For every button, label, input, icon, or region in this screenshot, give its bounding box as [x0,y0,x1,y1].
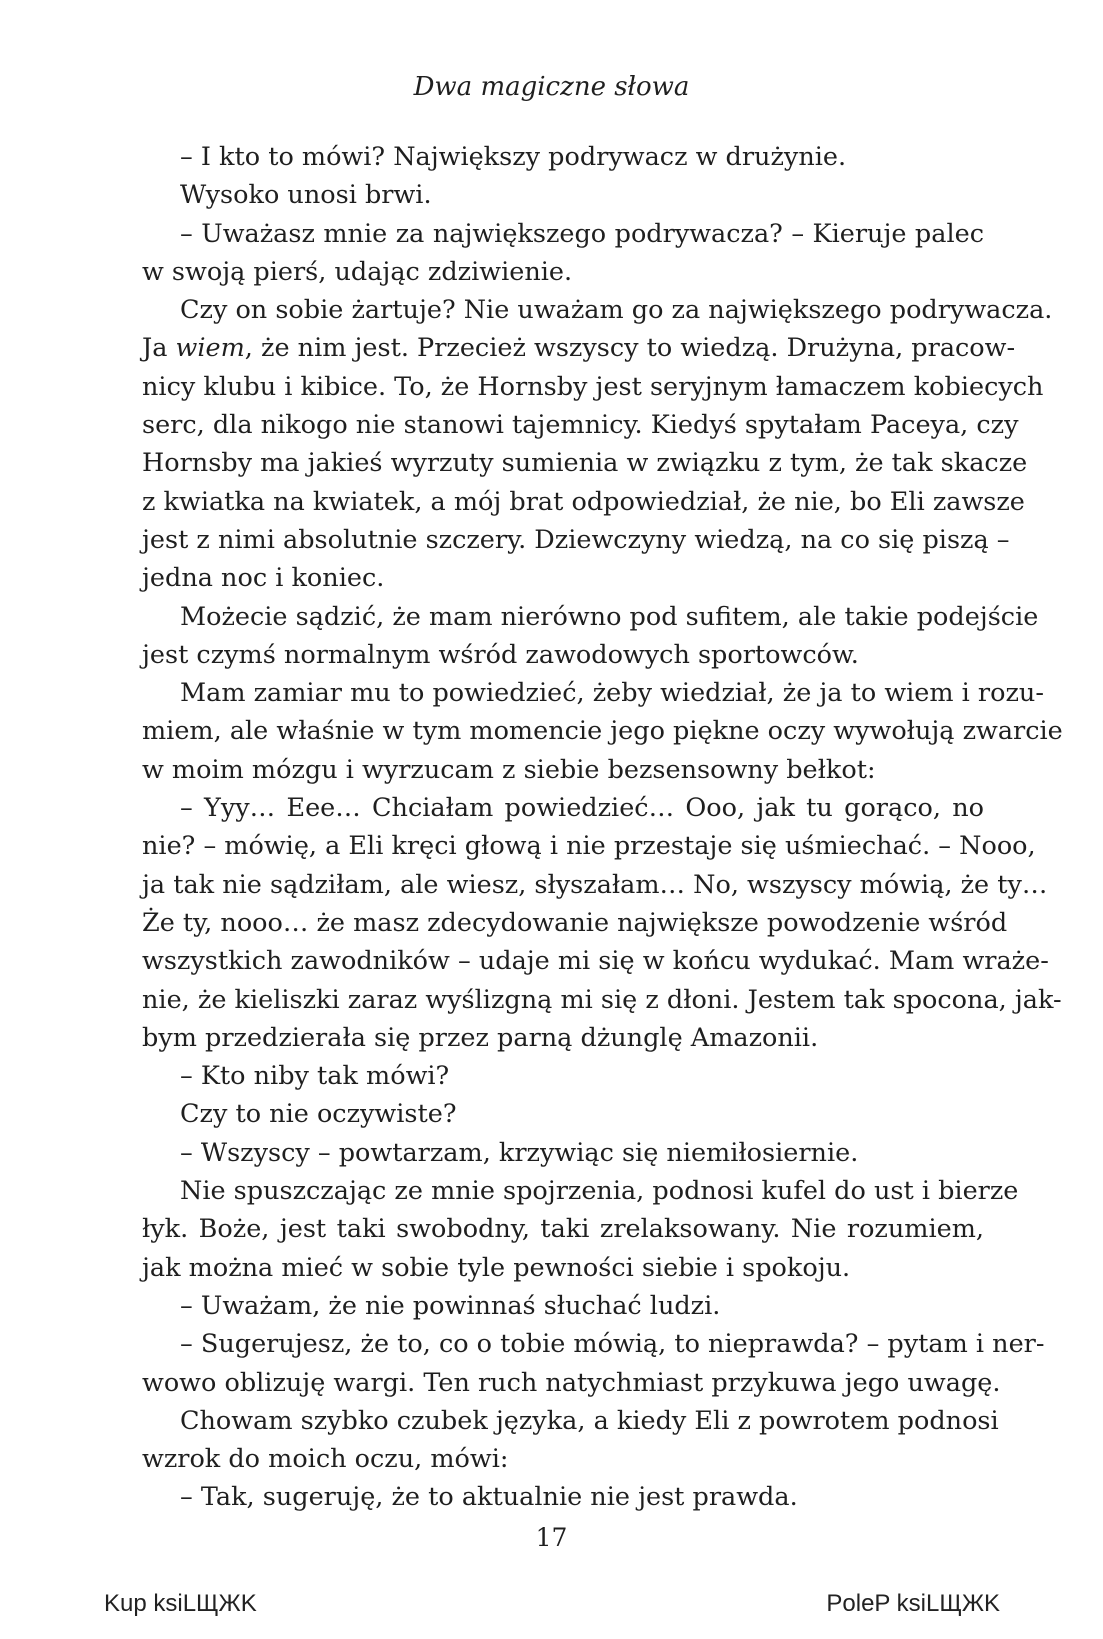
body-text [142,138,1063,1517]
text-line: Ja wiem, że nim jest. Przecież wszyscy to wiedzą. Drużyna, pracow- [142,333,1016,364]
text-line: Wysoko unosi brwi. [180,180,432,211]
text-line: Że ty, nooo… że masz zdecydowanie największe powodzenie wśród [142,907,1008,938]
text-line: jak można mieć w sobie tyle pewności siebie i spokoju. [142,1252,851,1283]
text-line: Mam zamiar mu to powiedzieć, żeby wiedział, że ja to wiem i rozu- [180,678,1044,709]
page-number: 17 [535,1523,568,1552]
text-line: wowo oblizuję wargi. Ten ruch natychmiast przykuwa jego uwagę. [142,1367,1001,1398]
text-line: łyk. Boże, jest taki swobodny, taki zrelaksowany. Nie rozumiem, [142,1214,984,1245]
text-line: Chowam szybko czubek języka, a kiedy Eli z powrotem podnosi [180,1405,999,1436]
recommend-book-link[interactable]: PoleP ksiLЩЖK [826,1590,1000,1617]
text-line: jest czymś normalnym wśród zawodowych sportowców. [142,639,859,670]
text-line: – Wszyscy – powtarzam, krzywiąc się niemiłosiernie. [180,1137,859,1168]
text-line: wszystkich zawodników – udaje mi się w końcu wydukać. Mam wraże- [142,946,1049,977]
text-line: nie? – mówię, a Eli kręci głową i nie przestaje się uśmiechać. – Nooo, [142,831,1036,862]
text-line: – Uważam, że nie powinnaś słuchać ludzi. [180,1290,721,1321]
text-line: wzrok do moich oczu, mówi: [142,1444,509,1475]
text-line: jedna noc i koniec. [142,563,385,594]
text-line: Nie spuszczając ze mnie spojrzenia, podnosi kufel do ust i bierze [180,1176,1019,1207]
text-line: Czy to nie oczywiste? [180,1099,457,1130]
buy-book-link[interactable]: Kup ksiLЩЖK [104,1590,257,1617]
text-line: ja tak nie sądziłam, ale wiesz, słyszałam… No, wszyscy mówią, że ty… [142,869,1048,900]
text-line: jest z nimi absolutnie szczery. Dziewczyny wiedzą, na co się piszą – [142,524,1010,555]
text-line: z kwiatka na kwiatek, a mój brat odpowiedział, że nie, bo Eli zawsze [142,486,1025,517]
text-line: nicy klubu i kibice. To, że Hornsby jest seryjnym łamaczem kobiecych [142,371,1044,402]
text-line: – I kto to mówi? Największy podrywacz w drużynie. [180,142,847,172]
text-line: nie, że kieliszki zaraz wyślizgną mi się z dłoni. Jestem tak spocona, jak- [142,984,1062,1015]
running-title: Dwa magiczne słowa [413,72,690,102]
text-line: bym przedzierała się przez parną dżunglę Amazonii. [142,1022,819,1053]
text-line: serc, dla nikogo nie stanowi tajemnicy. Kiedyś spytałam Paceya, czy [142,410,1019,441]
text-line: miem, ale właśnie w tym momencie jego piękne oczy wywołują zwarcie [142,716,1063,747]
text-line: – Yyy… Eee… Chciałam powiedzieć… Ooo, jak tu gorąco, no [180,793,984,824]
text-line: Hornsby ma jakieś wyrzuty sumienia w związku z tym, że tak skacze [142,448,1028,479]
text-line: – Uważasz mnie za największego podrywacza? – Kieruje palec [180,218,984,249]
text-line: – Tak, sugeruję, że to aktualnie nie jest prawda. [180,1482,798,1513]
text-line: w swoją pierś, udając zdziwienie. [142,256,573,287]
text-line: – Kto niby tak mówi? [180,1061,450,1092]
text-line: – Sugerujesz, że to, co o tobie mówią, to nieprawda? – pytam i ner- [180,1329,1045,1360]
text-line: Czy on sobie żartuje? Nie uważam go za największego podrywacza. [180,295,1053,326]
text-line: w moim mózgu i wyrzucam z siebie bezsensowny bełkot: [142,754,876,785]
text-line: Możecie sądzić, że mam nierówno pod sufitem, ale takie podejście [180,601,1039,632]
